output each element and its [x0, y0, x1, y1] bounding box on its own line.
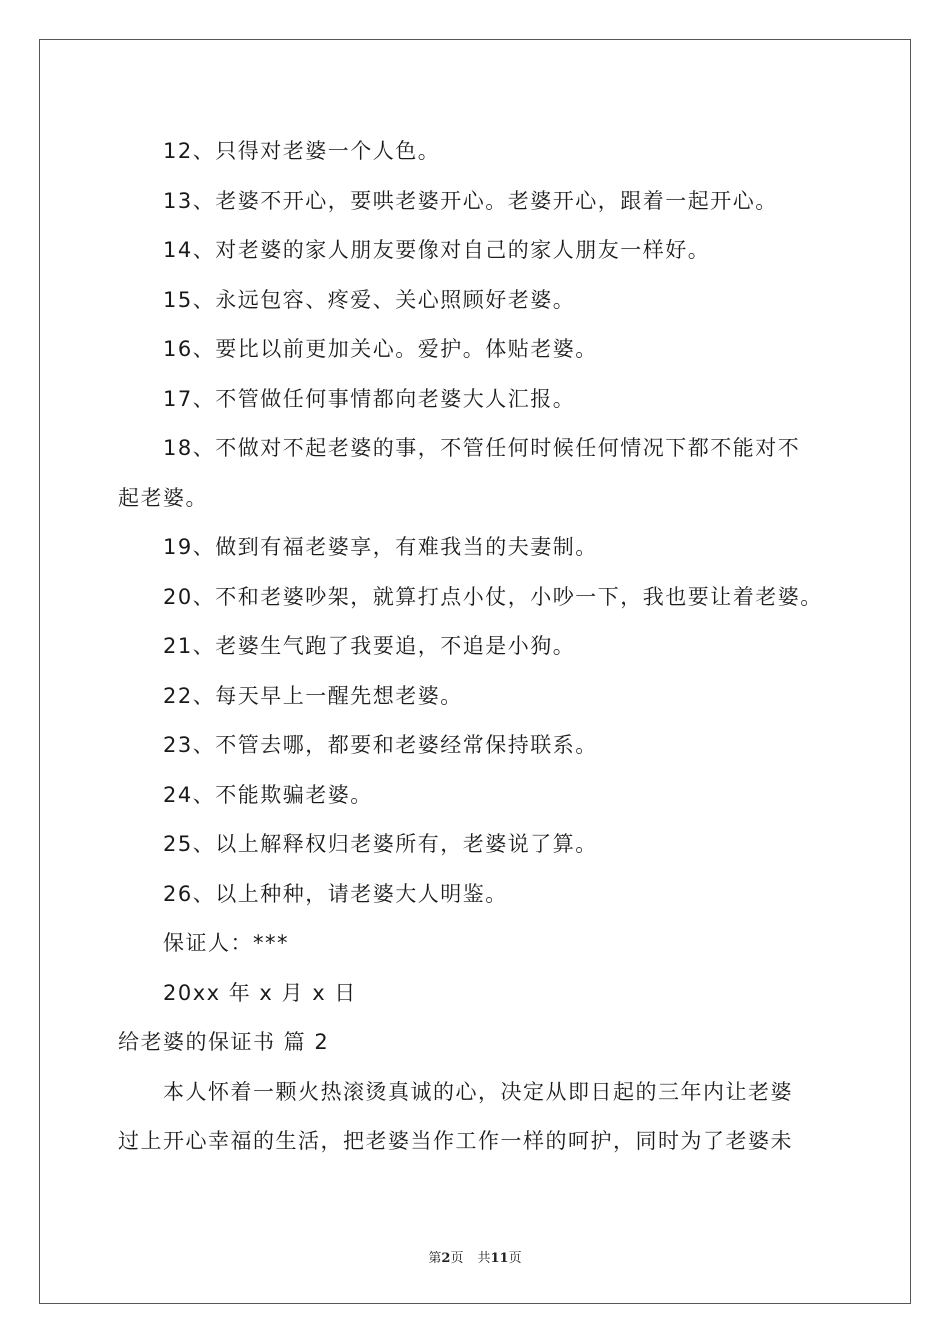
text-line: 20、不和老婆吵架，就算打点小仗，小吵一下，我也要让着老婆。: [163, 584, 823, 609]
text-line: 25、以上解释权归老婆所有，老婆说了算。: [163, 832, 598, 856]
total-suffix: 页: [508, 1251, 522, 1266]
text-line: 13、老婆不开心，要哄老婆开心。老婆开心，跟着一起开心。: [163, 188, 778, 213]
text-line: 21、老婆生气跑了我要追，不追是小狗。: [163, 634, 576, 658]
text-line: 26、以上种种，请老婆大人明鉴。: [163, 881, 508, 906]
total-prefix: 共: [477, 1251, 491, 1266]
page-suffix: 页: [450, 1251, 464, 1266]
date-line: 20xx 年 x 月 x 日: [163, 980, 357, 1005]
page-number: 2: [441, 1251, 451, 1266]
text-line: 12、只得对老婆一个人色。: [163, 139, 441, 163]
text-line: 本人怀着一颗火热滚烫真诚的心，决定从即日起的三年内让老婆: [163, 1079, 793, 1104]
document-body: [118, 127, 848, 1167]
text-line: 15、永远包容、疼爱、关心照顾好老婆。: [163, 287, 576, 312]
guarantor-line: 保证人：***: [163, 931, 289, 955]
page-footer: [0, 1247, 950, 1266]
text-line: 17、不管做任何事情都向老婆大人汇报。: [163, 386, 576, 411]
text-line: 18、不做对不起老婆的事，不管任何时候任何情况下都不能对不: [163, 436, 801, 460]
page-prefix: 第: [428, 1251, 442, 1266]
text-line: 24、不能欺骗老婆。: [163, 782, 373, 807]
text-line: 22、每天早上一醒先想老婆。: [163, 683, 463, 708]
text-line: 19、做到有福老婆享，有难我当的夫妻制。: [163, 535, 598, 559]
text-line: 过上开心幸福的生活，把老婆当作工作一样的呵护，同时为了老婆未: [118, 1129, 793, 1153]
total-pages: 11: [490, 1251, 509, 1266]
text-line: 16、要比以前更加关心。爱护。体贴老婆。: [163, 337, 598, 361]
section-heading: 给老婆的保证书 篇 2: [118, 1030, 330, 1054]
text-line: 14、对老婆的家人朋友要像对自己的家人朋友一样好。: [163, 238, 711, 262]
text-line: 23、不管去哪，都要和老婆经常保持联系。: [163, 733, 598, 757]
text-line: 起老婆。: [118, 485, 208, 510]
